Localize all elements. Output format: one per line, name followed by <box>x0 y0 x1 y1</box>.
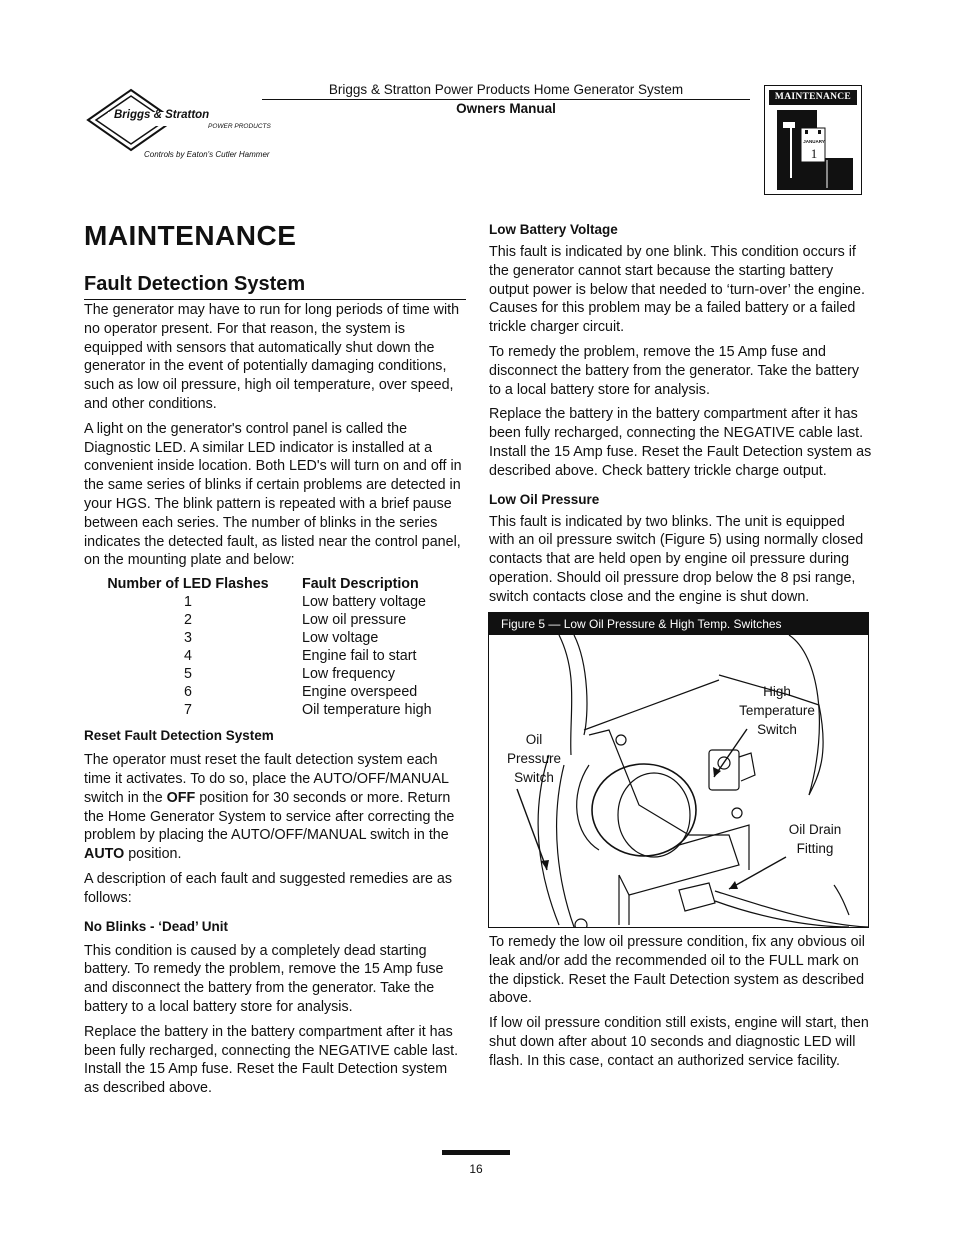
led-count: 3 <box>184 630 192 647</box>
section-heading-no-blinks: No Blinks - ‘Dead’ Unit <box>84 918 229 934</box>
led-table-header <box>84 575 466 593</box>
header-subtitle: Owners Manual <box>456 101 556 116</box>
led-count: 7 <box>184 702 192 719</box>
badge-calendar-month: JANUARY <box>803 139 825 144</box>
right-column-lower <box>489 933 872 1071</box>
table-row <box>84 593 466 611</box>
table-row <box>84 647 466 665</box>
fault-detection-paragraph-2: A light on the generator's control panel is called the Diagnostic LED. A similar LED indicator is installed at a convenient inside location. Both LED's will turn on and off in the same series of blinks if certain problems are detected in your HGS. The blink pattern is repeated with a brief pause between each series. The number of blinks in the series indicates the detected fault, as listed near the control panel, on the mounting plate and below: <box>84 420 462 569</box>
fault-description: Low voltage <box>302 630 379 647</box>
reset-text-c: position for 30 seconds or more. Return the Home Generator System to service after correcting the problem by placing the AUTO/OFF/MANUAL switch in the <box>84 789 455 844</box>
label-oil-pressure-switch <box>499 730 569 787</box>
label-line: Fitting <box>796 841 834 856</box>
briggs-stratton-logo <box>86 88 271 168</box>
led-flash-table <box>84 575 466 719</box>
reset-paragraph-2: A description of each fault and suggested remedies are as follows: <box>84 870 452 906</box>
led-count: 1 <box>184 594 192 611</box>
fault-description: Engine fail to start <box>302 648 417 665</box>
fault-description: Low oil pressure <box>302 612 407 629</box>
label-high-temperature-switch <box>729 682 825 739</box>
label-line: High <box>763 684 791 699</box>
label-oil-drain-fitting <box>779 820 851 858</box>
led-count: 5 <box>184 666 192 683</box>
table-row <box>84 683 466 701</box>
fault-description: Engine overspeed <box>302 684 418 701</box>
page-number: 16 <box>469 1162 483 1176</box>
badge-title: MAINTENANCE <box>769 90 857 105</box>
low-oil-paragraph-2: To remedy the low oil pressure condition, fix any obvious oil leak and/or add the recommended oil to the FULL mark on the dipstick. Reset the Fault Detection system as described above. <box>489 934 865 1007</box>
led-count: 4 <box>184 648 192 665</box>
reset-auto-label: AUTO <box>84 846 125 863</box>
maintenance-badge <box>764 85 862 195</box>
label-line: Switch <box>757 722 797 737</box>
fault-description: Oil temperature high <box>302 702 432 719</box>
label-line: Oil Drain <box>788 822 842 837</box>
logo-tagline: Controls by Eaton's Cutler Hammer <box>144 150 270 159</box>
fault-detection-paragraph-1: The generator may have to run for long periods of time with no operator present. For that reason, the system is equipped with sensors that automatically shut down the generator in the event of potentially damaging conditions, such as low oil pressure, high oil temperature, over speed, and other conditions. <box>84 302 460 412</box>
reset-text-e: position. <box>124 846 182 863</box>
low-battery-paragraph-1: This fault is indicated by one blink. This condition occurs if the generator cannot start because the starting battery output power is below that needed to ‘turn-over’ the engine. Causes for this problem may be a failed battery or a failed trickle charger circuit. <box>489 244 865 336</box>
logo-sub: POWER PRODUCTS <box>208 123 271 130</box>
fault-description: Low frequency <box>302 666 395 683</box>
low-oil-paragraph-3: If low oil pressure condition still exists, engine will start, then shut down after about 10 seconds and diagnostic LED will flash. In this case, contact an authorized service facility. <box>489 1015 869 1069</box>
section-heading-reset: Reset Fault Detection System <box>84 728 274 744</box>
header-divider <box>262 99 750 100</box>
fault-description: Low battery voltage <box>302 594 426 611</box>
low-battery-paragraph-2: To remedy the problem, remove the 15 Amp fuse and disconnect the battery from the generator. Take the battery to a local battery store for analysis. <box>489 343 860 398</box>
low-oil-paragraph-1: This fault is indicated by two blinks. The unit is equipped with an oil pressure switch (Figure 5) using normally closed contacts that are held open by engine oil pressure during operation. Should oil pressure drop below the 8 psi range, switch contacts close and the engine is shut down. <box>489 513 864 605</box>
led-col-header-description: Fault Description <box>302 576 419 593</box>
badge-calendar-day: 1 <box>810 146 818 161</box>
label-line: Switch <box>514 770 554 785</box>
section-heading-low-oil: Low Oil Pressure <box>489 491 600 507</box>
reset-text-a: The operator must reset the fault detection system each time it activates. To do so, place the AUTO/OFF/MANUAL switch in the <box>84 752 449 806</box>
reset-paragraph-1 <box>84 751 466 864</box>
label-line: Pressure <box>506 751 562 766</box>
led-col-header-flashes: Number of LED Flashes <box>107 576 269 593</box>
table-row <box>84 629 466 647</box>
figure-5 <box>488 612 869 928</box>
table-row <box>84 665 466 683</box>
low-battery-paragraph-3: Replace the battery in the battery compartment after it has been fully recharged, connecting the NEGATIVE cable last. Install the 15 Amp fuse. Reset the Fault Detection system as described above. Check battery trickle charge output. <box>489 406 872 479</box>
right-column <box>489 221 872 607</box>
led-count: 6 <box>184 684 192 701</box>
figure-caption: Figure 5 — Low Oil Pressure & High Temp. Switches <box>489 613 868 635</box>
no-blinks-paragraph-1: This condition is caused by a completely dead starting battery. To remedy the problem, remove the 15 Amp fuse and disconnect the battery from the generator. Take the battery to a local battery store for analysis. <box>84 942 444 1015</box>
label-line: Temperature <box>739 703 815 718</box>
footer-bar <box>442 1150 510 1155</box>
header-title: Briggs & Stratton Power Products Home Generator System <box>328 82 684 97</box>
led-count: 2 <box>184 612 192 629</box>
logo-brand: Briggs & Stratton <box>114 109 210 121</box>
no-blinks-paragraph-2: Replace the battery in the battery compartment after it has been fully recharged, connecting the NEGATIVE cable last. Install the 15 Amp fuse. Reset the Fault Detection system as described above. <box>84 1023 459 1097</box>
page-title: MAINTENANCE <box>84 220 297 251</box>
section-heading-fault-detection: Fault Detection System <box>84 272 466 300</box>
reset-off-label: OFF <box>166 789 196 806</box>
table-row <box>84 701 466 719</box>
table-row <box>84 611 466 629</box>
section-heading-low-battery: Low Battery Voltage <box>489 222 618 237</box>
left-column <box>84 220 466 1098</box>
label-line: Oil <box>525 732 543 747</box>
